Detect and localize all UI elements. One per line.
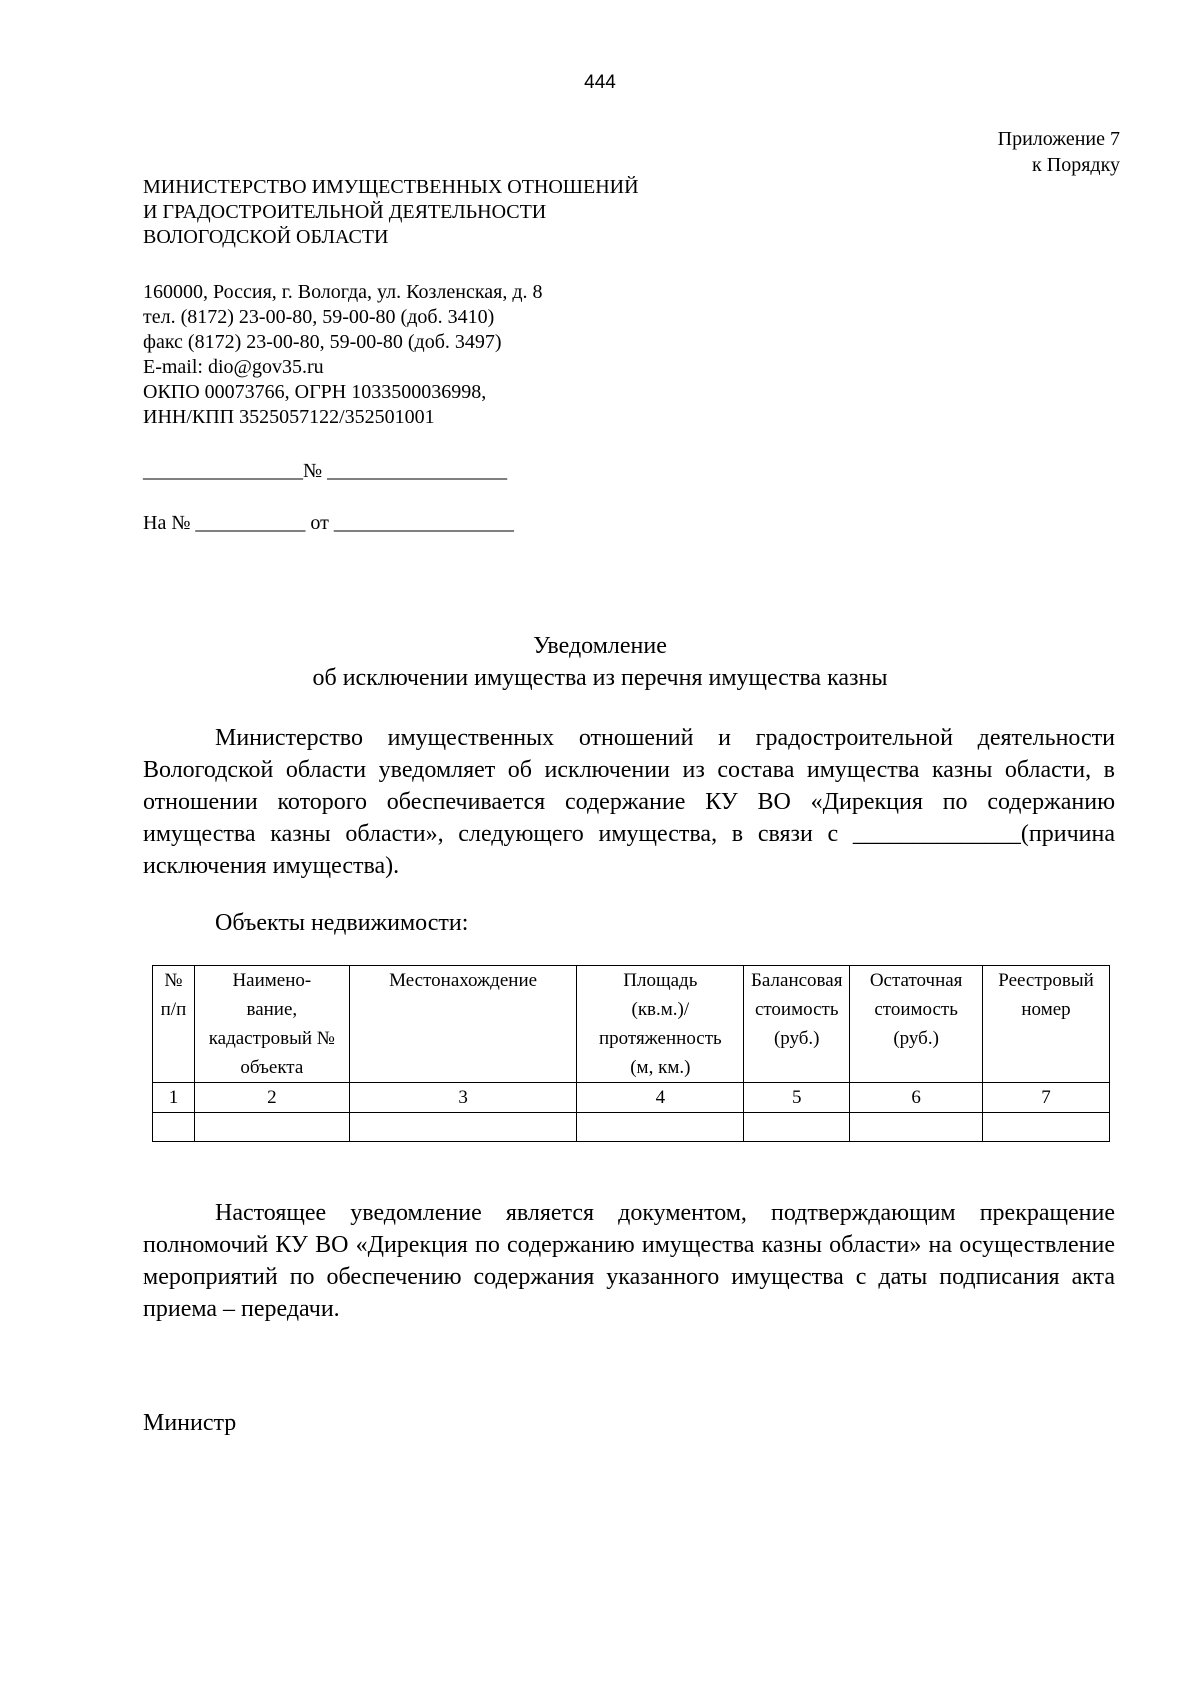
incoming-registration-line: На № ___________ от __________________	[143, 512, 514, 534]
table-cell	[153, 1113, 195, 1142]
header-text: Балансовая	[751, 970, 843, 991]
table-cell	[349, 1113, 577, 1142]
table-cell: 7	[983, 1083, 1110, 1113]
table-cell	[850, 1113, 983, 1142]
closing-paragraph	[143, 1197, 1115, 1325]
title-line-1: Уведомление	[533, 633, 667, 659]
table-cell: 6	[850, 1083, 983, 1113]
contact-phone: тел. (8172) 23-00-80, 59-00-80 (доб. 3410)	[143, 306, 495, 328]
header-text: Площадь	[623, 970, 698, 991]
objects-table	[152, 965, 1110, 1142]
table-cell	[577, 1113, 744, 1142]
header-text: номер	[1021, 999, 1071, 1020]
header-registry-number	[983, 966, 1110, 1083]
header-text: объекта	[240, 1057, 304, 1078]
sender-name-line: И ГРАДОСТРОИТЕЛЬНОЙ ДЕЯТЕЛЬНОСТИ	[143, 201, 547, 223]
sender-name	[143, 175, 639, 250]
header-text: Местонахождение	[389, 970, 538, 991]
table-row	[153, 1113, 1110, 1142]
header-text: п/п	[160, 999, 187, 1020]
header-text: кадастровый №	[208, 1028, 335, 1049]
outgoing-registration-line: ________________№ __________________	[143, 460, 508, 482]
contact-address: 160000, Россия, г. Вологда, ул. Козленская, д. 8	[143, 281, 543, 303]
header-text: стоимость	[754, 999, 839, 1020]
title-line-2: об исключении имущества из перечня имущества казны	[312, 665, 888, 691]
contact-inn-kpp: ИНН/КПП 3525057122/352501001	[143, 406, 435, 428]
page-number: 444	[584, 72, 616, 93]
sender-contacts	[143, 280, 543, 430]
signature-title: Министр	[143, 1410, 237, 1436]
header-text: №	[164, 970, 183, 991]
header-text: вание,	[246, 999, 298, 1020]
header-text: (руб.)	[893, 1028, 939, 1049]
header-book-value	[744, 966, 850, 1083]
objects-heading: Объекты недвижимости:	[215, 910, 469, 936]
header-text: Остаточная	[869, 970, 963, 991]
header-text: стоимость	[874, 999, 958, 1020]
table-cell	[194, 1113, 349, 1142]
header-text: Наимено-	[232, 970, 312, 991]
header-name	[194, 966, 349, 1083]
header-text: Реестровый	[998, 970, 1094, 991]
table-cell	[744, 1113, 850, 1142]
table-cell: 2	[194, 1083, 349, 1113]
table-cell: 4	[577, 1083, 744, 1113]
header-location	[349, 966, 577, 1083]
document-title	[0, 630, 1200, 694]
header-area	[577, 966, 744, 1083]
contact-okpo-ogrn: ОКПО 00073766, ОГРН 1033500036998,	[143, 381, 487, 403]
contact-fax: факс (8172) 23-00-80, 59-00-80 (доб. 3497)	[143, 331, 502, 353]
header-text: (кв.м.)/	[631, 999, 690, 1020]
sender-name-line: ВОЛОГОДСКОЙ ОБЛАСТИ	[143, 226, 389, 248]
intro-paragraph	[143, 722, 1115, 882]
contact-email: E-mail: dio@gov35.ru	[143, 356, 324, 378]
appendix-reference	[998, 126, 1120, 178]
table-cell: 3	[349, 1083, 577, 1113]
table-header-row	[153, 966, 1110, 1083]
header-text: (руб.)	[773, 1028, 820, 1049]
appendix-line-1: Приложение 7	[997, 128, 1120, 150]
intro-paragraph-text: Министерство имущественных отношений и градостроительной деятельности Вологодской области уведомляет об исключении из состава имущества казны области, в отношении которого обеспечивается содержание КУ ВО «Дирекция по содержанию имущества казны области», следующего имущества, в связи с ______________(причина исключения имущества).	[143, 725, 1115, 879]
header-text: протяженность	[598, 1028, 722, 1049]
table-cell	[983, 1113, 1110, 1142]
appendix-line-2: к Порядку	[1032, 154, 1120, 176]
closing-paragraph-text: Настоящее уведомление является документом, подтверждающим прекращение полномочий КУ ВО «Дирекция по содержанию имущества казны области» на осуществление мероприятий по обеспечению содержания указанного имущества с даты подписания акта приема – передачи.	[143, 1200, 1115, 1322]
header-residual-value	[850, 966, 983, 1083]
header-text: (м, км.)	[630, 1057, 691, 1078]
table-numbering-row	[153, 1083, 1110, 1113]
sender-name-line: МИНИСТЕРСТВО ИМУЩЕСТВЕННЫХ ОТНОШЕНИЙ	[143, 176, 639, 198]
table-cell: 1	[153, 1083, 195, 1113]
table-cell: 5	[744, 1083, 850, 1113]
header-number	[153, 966, 195, 1083]
